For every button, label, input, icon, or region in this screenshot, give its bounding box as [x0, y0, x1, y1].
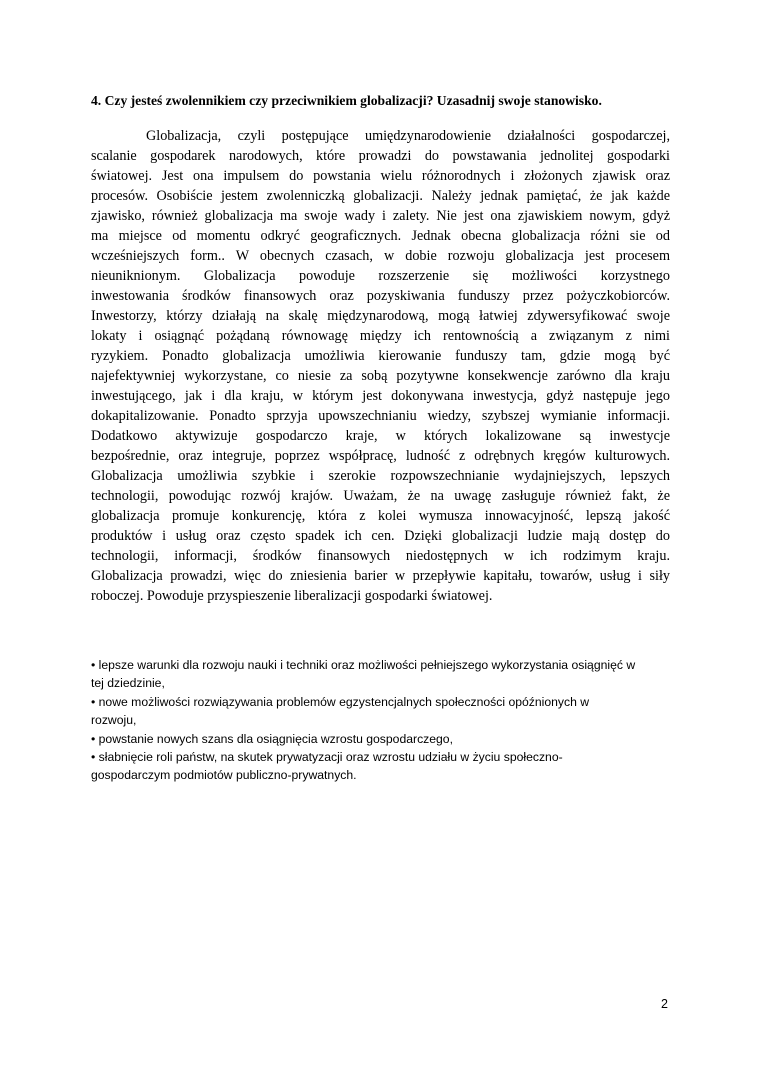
- paragraph-line: procesów. Osobiście jestem zwolenniczką globalizacji. Należy jednak pamiętać, że jak każde: [91, 188, 670, 204]
- list-item: • nowe możliwości rozwiązywania problemów egzystencjalnych społeczności opóźnionych w: [91, 694, 590, 709]
- paragraph-line: wcześniejszych form.. W obecnych czasach, w dobie rozwoju globalizacja jest procesem: [91, 248, 670, 264]
- paragraph-line: scalanie gospodarek narodowych, które prowadzi do powstawania jednolitej gospodarki: [91, 148, 670, 164]
- paragraph-line: inwestowania środków finansowych oraz pozyskiwania funduszy przez pożyczkobiorców.: [91, 288, 670, 304]
- paragraph-line: ryzykiem. Ponadto globalizacja umożliwia kierowanie funduszy tam, gdzie mogą być: [91, 348, 670, 364]
- paragraph-line: lokaty i osiągnąć pożądaną równowagę między ich rentownością a związanym z nimi: [91, 328, 670, 344]
- list-item: • powstanie nowych szans dla osiągnięcia wzrostu gospodarczego,: [91, 731, 453, 746]
- paragraph-line: Dodatkowo aktywizuje gospodarczo kraje, w których lokalizowane są inwestycje: [91, 428, 670, 444]
- paragraph-line: Globalizacja prowadzi, więc do zniesienia barier w przepływie kapitału, towarów, usług i siły: [91, 568, 670, 584]
- paragraph-line: nieuniknionym. Globalizacja powoduje rozszerzenie się możliwości korzystnego: [91, 268, 670, 284]
- paragraph-line: technologii, informacji, środków finansowych niedostępnych w ich rodzimym kraju.: [91, 548, 670, 564]
- paragraph-line: dokapitalizowanie. Ponadto sprzyja upowszechnianiu wiedzy, szybszej wymianie informacji.: [91, 408, 670, 424]
- paragraph-line: najefektywniej wykorzystane, co niesie za sobą pozytywne konsekwencje zarówno dla kraju: [91, 368, 670, 384]
- paragraph-line: Globalizacja umożliwia szybkie i szerokie rozpowszechnianie wydajniejszych, lepszych: [91, 468, 670, 484]
- essay-paragraph: [91, 126, 670, 606]
- paragraph-line: technologii, powodując rozwój krajów. Uważam, że na uwagę zasługuje również fakt, że: [91, 488, 670, 504]
- paragraph-line: ma miejsce od momentu odkryć geograficznych. Jednak obecna globalizacja różni sie od: [91, 228, 670, 244]
- question-heading: 4. Czy jesteś zwolennikiem czy przeciwnikiem globalizacji? Uzasadnij swoje stanowisko.: [91, 93, 602, 108]
- list-item-continuation: tej dziedzinie,: [91, 676, 165, 691]
- list-item-continuation: gospodarczym podmiotów publiczno-prywatnych.: [91, 768, 357, 783]
- paragraph-line: produktów i usług oraz często spadek ich cen. Dzięki globalizacji ludzie mają dostęp do: [91, 528, 670, 544]
- paragraph-line: Inwestorzy, którzy działają na skalę międzynarodową, mogą łatwiej zdywersyfikować swoje: [91, 308, 670, 324]
- list-item: • lepsze warunki dla rozwoju nauki i techniki oraz możliwości pełniejszego wykorzystania osiągnięć w: [91, 658, 636, 672]
- paragraph-line: roboczej. Powoduje przyspieszenie liberalizacji gospodarki światowej.: [91, 588, 493, 604]
- bullet-list: [91, 656, 671, 785]
- paragraph-line: Globalizacja, czyli postępujące umiędzynarodowienie działalności gospodarczej,: [146, 128, 670, 144]
- paragraph-line: bezpośrednie, oraz integruje, poprzez współpracę, ludność z odrębnych kręgów kulturowych.: [91, 448, 670, 464]
- list-item-continuation: rozwoju,: [91, 713, 137, 728]
- paragraph-line: zjawisko, również globalizacja ma swoje wady i zalety. Nie jest ona zjawiskiem nowym, gdyż: [91, 208, 670, 224]
- paragraph-line: inwestującego, jak i dla kraju, w którym jest dokonywana inwestycja, gdyż następuje jego: [91, 388, 670, 404]
- page-number: 2: [661, 997, 668, 1011]
- paragraph-line: globalizacja promuje konkurencję, która z kolei wymusza innowacyjność, lepszą jakość: [91, 508, 670, 524]
- list-item: • słabnięcie roli państw, na skutek prywatyzacji oraz wzrostu udziału w życiu społeczno-: [91, 749, 563, 764]
- paragraph-line: światowej. Jest ona impulsem do powstania wielu różnorodnych i złożonych zjawisk oraz: [91, 168, 670, 184]
